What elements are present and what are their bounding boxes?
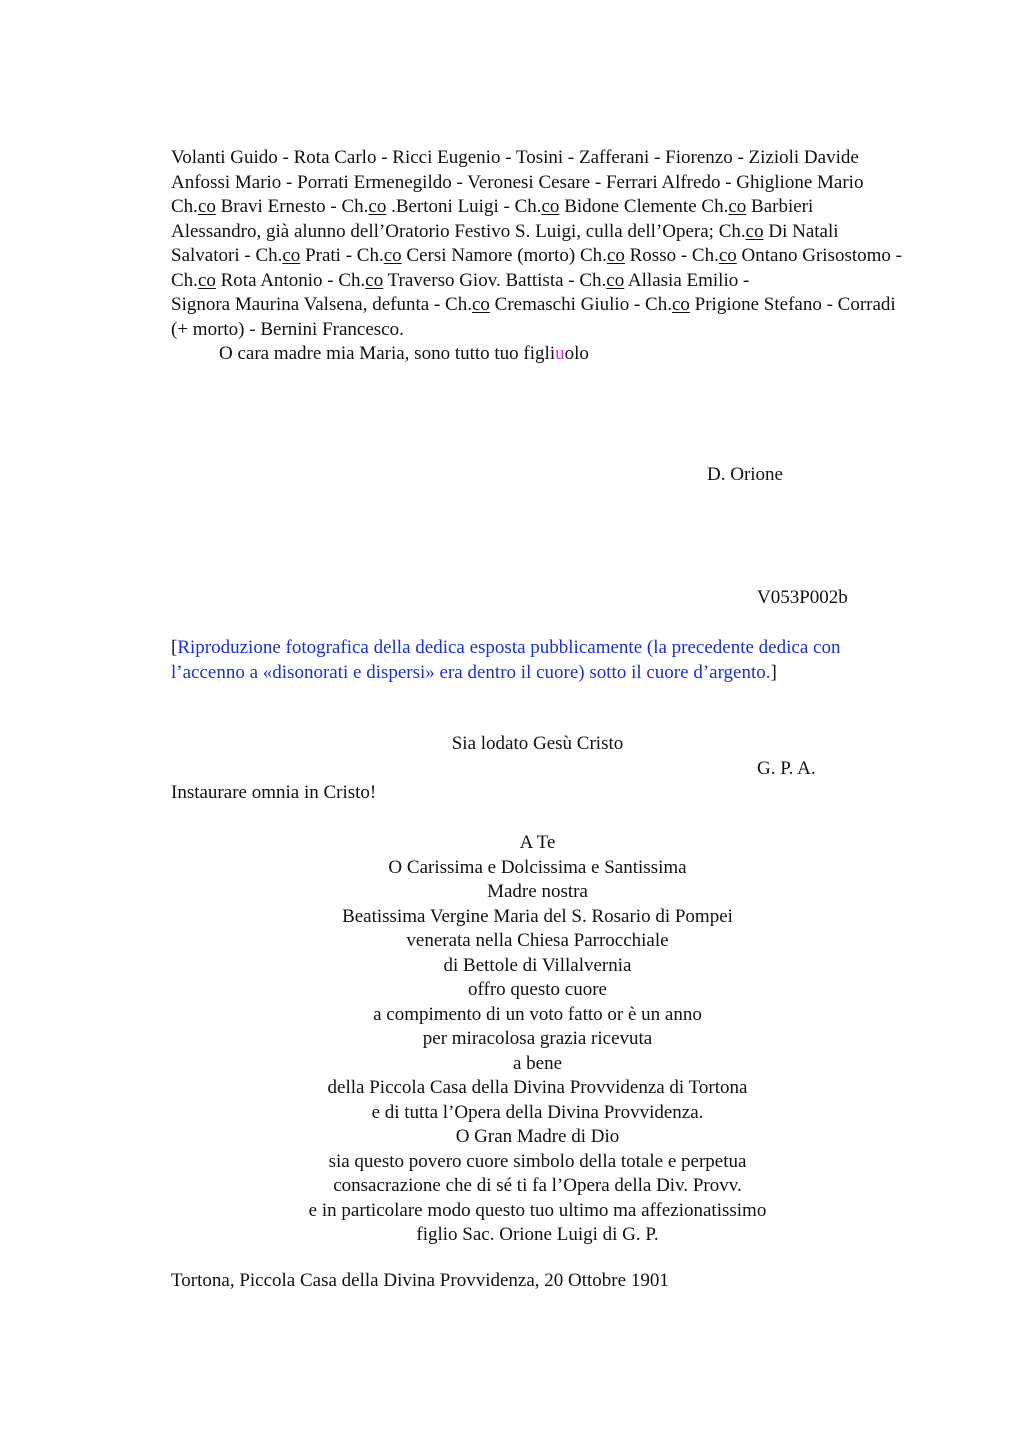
abbrev-suffix: co	[282, 245, 301, 266]
dedication-line: consacrazione che di sé ti fa l’Opera della Div. Provv.	[333, 1175, 742, 1196]
bracket: ]	[770, 661, 777, 683]
text-fragment: O cara madre mia Maria, sono tutto tuo figli	[219, 343, 556, 364]
gpa-mark: G. P. A.	[757, 758, 816, 779]
text-fragment: .Bertoni Luigi -	[386, 196, 515, 217]
text-fragment: Bidone Clemente	[559, 196, 702, 217]
motto: Instaurare omnia in Cristo!	[171, 782, 377, 803]
text-fragment: Allasia Emilio -	[624, 269, 750, 291]
abbrev-suffix: co	[671, 294, 690, 315]
closing-line	[171, 342, 906, 367]
names-line-1: Volanti Guido - Rota Carlo - Ricci Eugenio - Tosini - Zafferani - Fiorenzo - Zizioli Davide	[171, 147, 859, 168]
abbrev-prefix: Ch.	[514, 196, 542, 217]
editorial-note-text: Riproduzione fotografica della dedica esposta pubblicamente (la precedente dedica con l’accenno a «disonorati e dispersi» era dentro il cuore) sotto il cuore d’argento.	[171, 637, 841, 683]
text-fragment: Bravi Ernesto -	[215, 196, 342, 217]
dedication-line: per miracolosa grazia ricevuta	[422, 1028, 653, 1049]
abbrev-prefix: Ch.	[338, 269, 366, 291]
abbrev-prefix: Ch.	[701, 196, 729, 217]
edit-mark: u	[555, 343, 565, 364]
abbrev-prefix: Ch.	[691, 245, 719, 266]
abbrev-prefix: Ch.	[356, 245, 384, 266]
abbrev-suffix: co	[197, 196, 216, 217]
text-fragment: olo	[564, 343, 589, 364]
chierici-list	[171, 195, 906, 293]
text-fragment: Rota Antonio -	[215, 269, 339, 291]
editorial-note	[171, 636, 911, 685]
abbrev-prefix: Ch.	[718, 220, 746, 242]
text-fragment: Barbieri Alessandro, già alunno dell’Oratorio Festivo S. Luigi, culla dell’Opera;	[171, 196, 814, 242]
dedication-line: A Te	[519, 832, 556, 853]
praise-heading: Sia lodato Gesù Cristo	[451, 733, 624, 754]
names-list	[171, 146, 906, 367]
text-fragment: Cersi Namore (morto)	[401, 245, 580, 266]
place-date: Tortona, Piccola Casa della Divina Provvidenza, 20 Ottobre 1901	[171, 1270, 669, 1291]
abbrev-prefix: Ch.	[171, 196, 198, 217]
dedication-text	[0, 831, 1024, 1248]
text-fragment: Prigione Stefano - Corradi (+ morto) - Bernini Francesco.	[171, 294, 896, 340]
dedication-line: a compimento di un voto fatto or è un anno	[373, 1003, 702, 1025]
abbrev-suffix: co	[365, 269, 384, 291]
dedication-line: Beatissima Vergine Maria del S. Rosario di Pompei	[342, 905, 733, 927]
abbrev-suffix: co	[745, 220, 764, 242]
abbrev-prefix: Ch.	[645, 294, 672, 315]
abbrev-prefix: Ch.	[445, 294, 472, 315]
dedication-line: Madre nostra	[487, 881, 588, 902]
abbrev-prefix: Ch.	[580, 245, 607, 266]
abbrev-suffix: co	[606, 245, 625, 266]
abbrev-suffix: co	[471, 294, 490, 315]
text-fragment: Rosso -	[624, 245, 692, 266]
dedication-line: della Piccola Casa della Divina Provvidenza di Tortona	[327, 1077, 748, 1098]
abbrev-prefix: Ch.	[579, 269, 607, 291]
dedication-line: venerata nella Chiesa Parrocchiale	[406, 930, 669, 951]
text-fragment: Traverso Giov. Battista -	[383, 269, 580, 291]
page-code: V053P002b	[757, 587, 848, 608]
dedication-line: O Carissima e Dolcissima e Santissima	[388, 856, 687, 878]
abbrev-suffix: co	[541, 196, 560, 217]
dedication-line: offro questo cuore	[468, 979, 607, 1000]
abbrev-suffix: co	[718, 245, 737, 266]
dedication-line: figlio Sac. Orione Luigi di G. P.	[416, 1224, 659, 1245]
signora-line	[171, 293, 906, 342]
dedication-line: di Bettole di Villalvernia	[443, 954, 632, 976]
dedication-line: a bene	[512, 1052, 563, 1074]
dedication-line: sia questo povero cuore simbolo della totale e perpetua	[328, 1150, 747, 1172]
abbrev-suffix: co	[368, 196, 387, 217]
text-fragment: Prati -	[300, 245, 357, 266]
abbrev-prefix: Ch.	[341, 196, 369, 217]
signature: D. Orione	[707, 464, 783, 485]
names-line-2: Anfossi Mario - Porrati Ermenegildo - Veronesi Cesare - Ferrari Alfredo - Ghiglione Mario	[171, 171, 864, 193]
dedication-line: e di tutta l’Opera della Divina Provvidenza.	[371, 1101, 704, 1123]
bracket: [	[171, 637, 178, 658]
abbrev-prefix: Ch.	[255, 245, 283, 266]
text-fragment: Cremaschi Giulio -	[489, 294, 646, 315]
abbrev-suffix: co	[383, 245, 402, 266]
abbrev-suffix: co	[606, 269, 625, 291]
text-fragment: Signora Maurina Valsena, defunta -	[171, 294, 446, 315]
text-fragment: Di Natali Salvatori -	[171, 220, 839, 266]
abbrev-suffix: co	[197, 269, 216, 291]
text-fragment: Ontano Grisostomo -	[736, 245, 902, 266]
abbrev-suffix: co	[728, 196, 747, 217]
dedication-line: e in particolare modo questo tuo ultimo ma affezionatissimo	[308, 1199, 767, 1221]
abbrev-prefix: Ch.	[171, 269, 198, 291]
dedication-line: O Gran Madre di Dio	[455, 1126, 620, 1147]
